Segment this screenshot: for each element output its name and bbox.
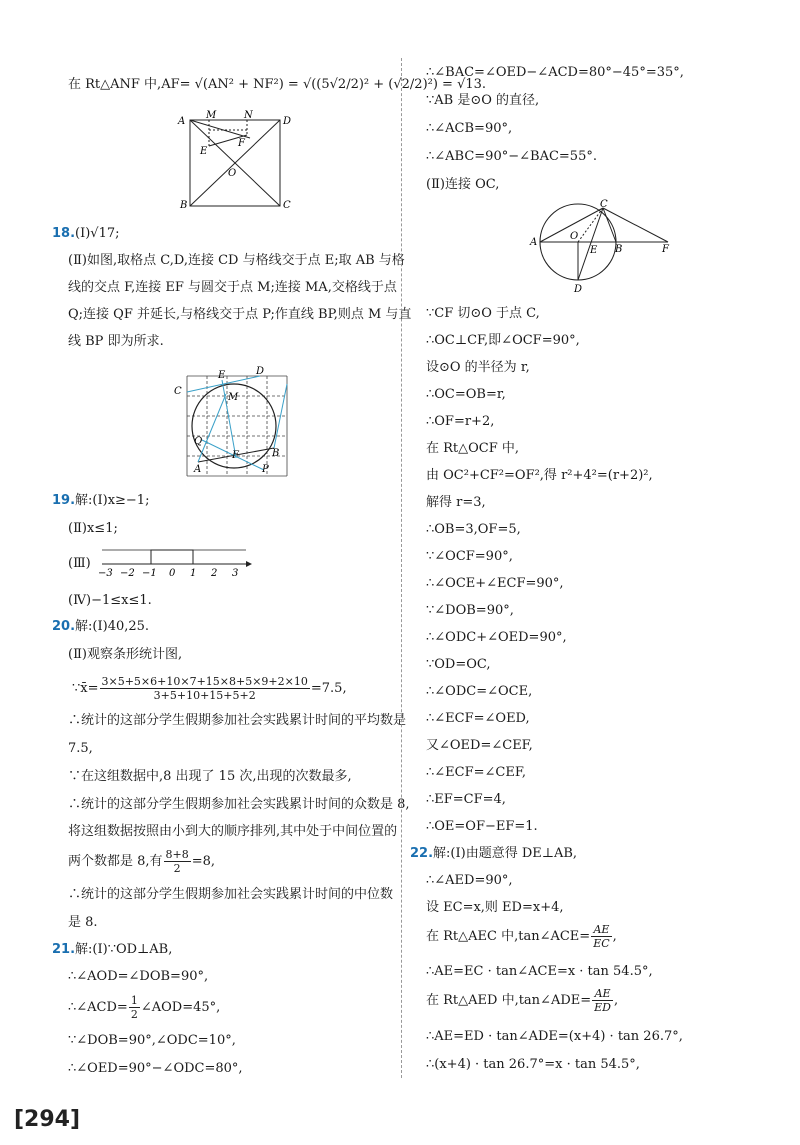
text-line: ∵AB 是⊙O 的直径, [426,93,540,108]
q21-number: 21. [52,942,76,957]
label-D: D [256,366,265,377]
text-line: ∴OC=OB=r, [426,387,506,402]
q20-line-9 [68,848,215,876]
label-B: B [272,448,280,459]
fraction [164,848,191,875]
text-pre: 两个数都是 8,有 [68,854,163,869]
label-B: B [615,244,623,255]
text-line: ∴∠BAC=∠OED−∠ACD=80°−45°=35°, [426,65,684,80]
q21-line-4: ∵∠DOB=90°,∠ODC=10°, [68,1033,236,1048]
text-line: ∴AE=ED · tan∠ADE=(x+4) · tan 26.7°, [426,1029,683,1044]
q20-line-5: 7.5, [68,741,93,756]
q22-part1: 解:(Ⅰ)由题意得 DE⊥AB, [433,846,578,861]
q22-line-1 [410,845,577,863]
text-line: 在 Rt△OCF 中, [426,441,520,456]
q19-line-4: (Ⅳ)−1≤x≤1. [68,593,152,608]
text-line: (Ⅱ)连接 OC, [426,177,500,192]
q21-line-3 [68,994,220,1022]
square-figure [176,108,296,212]
label-E: E [590,245,598,256]
text-line: 解得 r=3, [426,495,486,510]
q20-line-7: ∴统计的这部分学生假期参加社会实践累计时间的众数是 8, [68,797,410,812]
numerator: 3×5+5×6+10×7+15×8+5×9+2×10 [101,675,308,688]
tick-label: −2 [120,568,135,578]
text-line: ∴OF=r+2, [426,414,495,429]
label-O: O [570,231,579,242]
numerator: AE [591,923,611,937]
denominator: 2 [173,862,181,875]
text-post: , [612,929,617,944]
denominator: 2 [130,1008,138,1021]
q20-line-8: 将这组数据按照由小到大的顺序排列,其中处于中间位置的 [68,824,398,839]
text-line: 由 OC²+CF²=OF²,得 r²+4²=(r+2)², [426,468,653,483]
label-A: A [530,237,538,248]
q22-number: 22. [410,846,434,861]
q20-part1: 解:(Ⅰ)40,25. [75,619,150,634]
label-P: P [262,464,269,475]
formula-post: =7.5, [310,681,347,696]
fraction [592,987,613,1014]
text-line: ∵∠OCF=90°, [426,549,513,564]
text-line [426,922,617,952]
grid-circle-figure [170,362,300,480]
label-C: C [174,386,182,397]
numerator: 1 [130,994,138,1007]
label-B: B [180,200,188,211]
fraction [100,675,310,702]
text-line: ∴∠ECF=∠CEF, [426,765,526,780]
label-M: M [228,392,239,403]
text-line: ∵CF 切⊙O 于点 C, [426,306,540,321]
q20-line-6: ∵在这组数据中,8 出现了 15 次,出现的次数最多, [68,769,352,784]
label-F: F [232,450,239,461]
text-line: 又∠OED=∠CEF, [426,738,533,753]
text-line: ∴∠AED=90°, [426,873,513,888]
q18-line-3: 线的交点 F,连接 EF 与圆交于点 M;连接 MA,交格线于点 [68,280,397,295]
text-line: ∴∠ABC=90°−∠BAC=55°. [426,149,597,164]
tick-label: −1 [142,568,157,578]
text-pre: ∴∠ACD= [68,1000,128,1015]
fraction [129,994,140,1021]
text-line: ∴∠ODC+∠OED=90°, [426,630,567,645]
text-line: 在 Rt△ANF 中,AF= √(AN² + NF²) = √((5√2/2)² + (√2/2)²) = √13. [68,77,487,92]
fraction [591,923,611,950]
q20-line-10: ∴统计的这部分学生假期参加社会实践累计时间的中位数 [68,887,394,902]
text-line: ∴AE=EC · tan∠ACE=x · tan 54.5°, [426,964,653,979]
tick-label: −3 [98,568,113,578]
label-C: C [283,200,291,211]
label-D: D [283,116,292,127]
q20-line-1 [52,618,149,636]
text-pre: 在 Rt△AEC 中,tan∠ACE= [426,929,591,944]
text-line: ∴∠ODC=∠OCE, [426,684,533,699]
label-D: D [574,284,583,295]
formula-pre: ∵x̄= [72,681,99,696]
q21-line-5: ∴∠OED=90°−∠ODC=80°, [68,1061,243,1076]
denominator: ED [594,1001,612,1014]
text-post: , [614,993,619,1008]
q21-line-1 [52,941,172,959]
q21-line-2: ∴∠AOD=∠DOB=90°, [68,969,209,984]
q20-line-11: 是 8. [68,915,98,930]
page-number: [294] [14,1107,81,1132]
numerator: 8+8 [165,848,189,861]
text-line: ∴∠ACB=90°, [426,121,513,136]
q18-number: 18. [52,226,76,241]
q18-part1: (Ⅰ)√17; [75,226,120,241]
tick-label: 0 [169,568,176,578]
label-F: F [662,244,669,255]
text-line [426,986,618,1016]
text-line: ∴∠ECF=∠OED, [426,711,530,726]
q19-number: 19. [52,493,76,508]
text-line: 设⊙O 的半径为 r, [426,360,530,375]
number-line [96,542,256,578]
label-O: O [228,168,237,179]
denominator: EC [593,937,610,950]
tick-label: 3 [232,568,239,578]
label-F: F [238,138,245,149]
q18-line-1 [52,225,120,243]
label-M: M [206,110,217,121]
q19-part1: 解:(Ⅰ)x≥−1; [75,493,150,508]
label-A: A [194,464,202,475]
q20-number: 20. [52,619,76,634]
tick-label: 2 [211,568,218,578]
q21-part1: 解:(Ⅰ)∵OD⊥AB, [75,942,173,957]
text-line: ∴OB=3,OF=5, [426,522,521,537]
text-line: ∴OE=OF−EF=1. [426,819,538,834]
q19-line-3: (Ⅲ) [68,556,91,571]
numerator: AE [592,987,613,1001]
column-divider [401,58,402,1078]
circle-tangent-figure [528,198,676,296]
label-A: A [178,116,186,127]
text-line: ∴OC⊥CF,即∠OCF=90°, [426,333,580,348]
label-E: E [218,370,226,381]
text-post: ∠AOD=45°, [140,1000,221,1015]
text-post: =8, [191,854,216,869]
denominator: 3+5+10+15+5+2 [153,689,256,702]
text-line: ∵∠DOB=90°, [426,603,514,618]
label-C: C [600,199,608,210]
text-line: ∴(x+4) · tan 26.7°=x · tan 54.5°, [426,1057,640,1072]
text-line: ∴∠OCE+∠ECF=90°, [426,576,564,591]
q20-mean-formula [72,674,347,704]
text-line: 设 EC=x,则 ED=x+4, [426,900,564,915]
text-pre: 在 Rt△AED 中,tan∠ADE= [426,993,592,1008]
q18-line-2: (Ⅱ)如图,取格点 C,D,连接 CD 与格线交于点 E;取 AB 与格 [68,253,405,268]
label-E: E [200,146,208,157]
q19-line-2: (Ⅱ)x≤1; [68,521,118,536]
q18-line-4: Q;连接 QF 并延长,与格线交于点 P;作直线 BP,则点 M 与直 [68,307,412,322]
label-N: N [244,110,253,121]
q20-line-2: (Ⅱ)观察条形统计图, [68,647,183,662]
q19-line-1 [52,492,149,510]
tick-label: 1 [190,568,197,578]
q18-line-5: 线 BP 即为所求. [68,334,164,349]
text-line: ∵OD=OC, [426,657,491,672]
q20-line-4: ∴统计的这部分学生假期参加社会实践累计时间的平均数是 [68,713,407,728]
text-line: ∴EF=CF=4, [426,792,506,807]
label-Q: Q [194,436,203,447]
